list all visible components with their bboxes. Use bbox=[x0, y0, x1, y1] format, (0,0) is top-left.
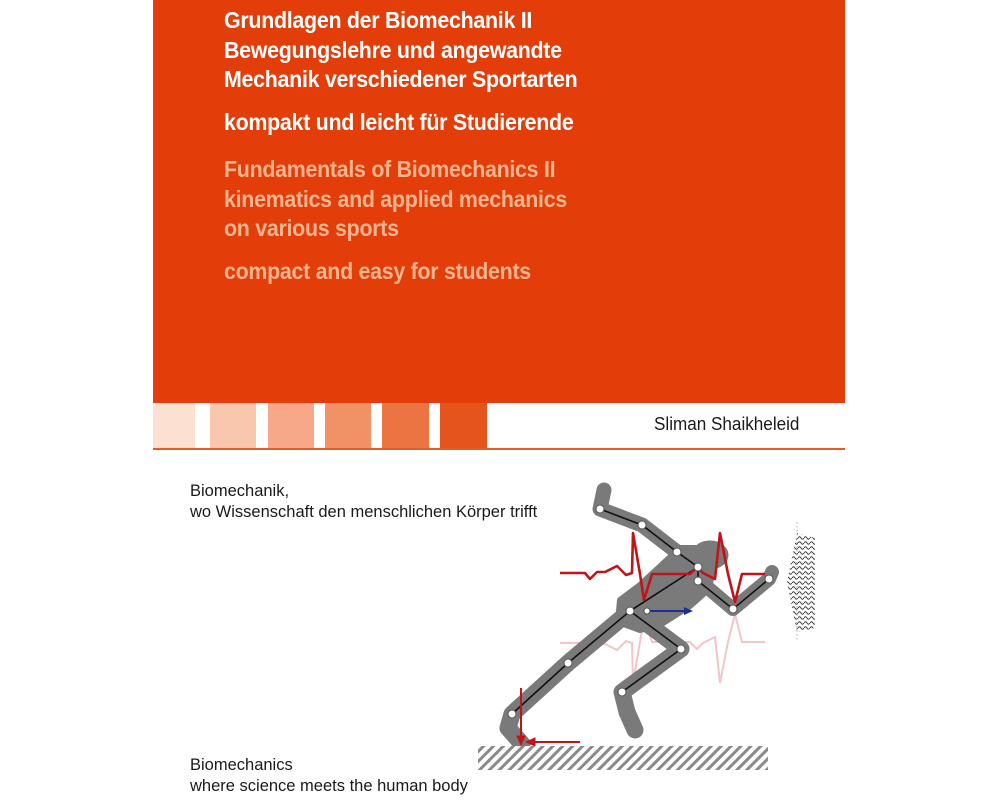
author-name: Sliman Shaikheleid bbox=[654, 414, 800, 434]
sprinter-illustration bbox=[470, 470, 830, 780]
title-de-line-2: Bewegungslehre und angewandte bbox=[224, 36, 562, 63]
subtitle-de: kompakt und leicht für Studierende bbox=[224, 108, 574, 135]
color-swatch-5 bbox=[382, 403, 429, 449]
title-en-line-1: Fundamentals of Biomechanics II bbox=[224, 156, 556, 182]
air-resistance-pattern bbox=[787, 522, 815, 640]
color-swatch-1 bbox=[153, 403, 195, 449]
tagline-de-line-1: Biomechanik, bbox=[190, 482, 290, 500]
title-de-line-1: Grundlagen der Biomechanik II bbox=[224, 7, 533, 33]
color-swatch-6 bbox=[440, 403, 487, 449]
subtitle-en: compact and easy for students bbox=[224, 257, 531, 284]
ground-hatch bbox=[478, 746, 768, 770]
tagline-de-line-2: wo Wissenschaft den menschlichen Körper trifft bbox=[190, 503, 538, 521]
color-swatch-2 bbox=[210, 403, 256, 449]
tagline-en bbox=[190, 755, 468, 797]
color-swatch-3 bbox=[268, 403, 314, 449]
title-en-line-2: kinematics and applied mechanics bbox=[224, 185, 567, 212]
tagline-en-line-1: Biomechanics bbox=[190, 756, 293, 774]
title-block bbox=[224, 6, 604, 286]
tagline-en-line-2: where science meets the human body bbox=[190, 777, 468, 795]
cover-title-panel bbox=[153, 0, 845, 403]
divider-rule bbox=[153, 448, 845, 450]
title-en-line-3: on various sports bbox=[224, 215, 399, 241]
color-swatch-4 bbox=[325, 403, 371, 449]
title-de-line-3: Mechanik verschiedener Sportarten bbox=[224, 66, 578, 92]
